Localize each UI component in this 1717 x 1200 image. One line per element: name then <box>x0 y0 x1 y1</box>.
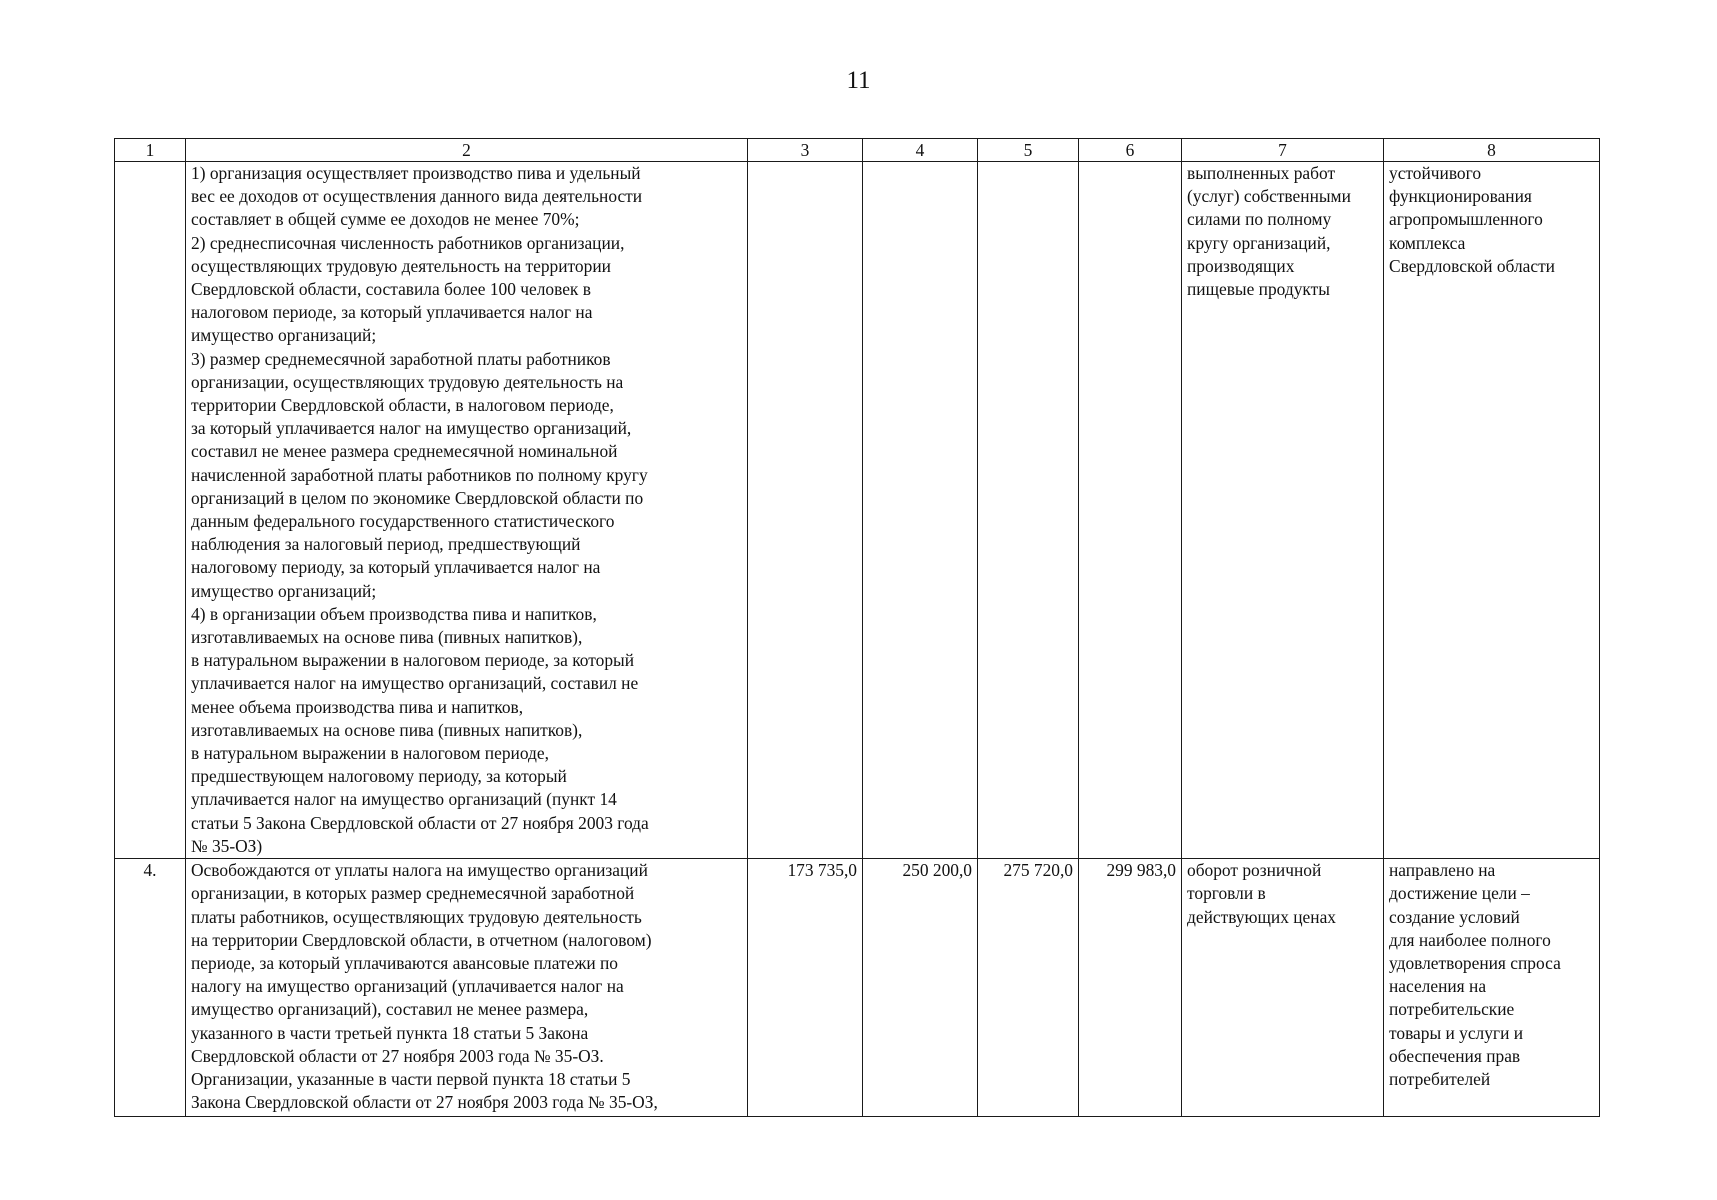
value-cell-col5 <box>978 162 1079 859</box>
benefit-description-cell: Освобождаются от уплаты налога на имущество организаций организации, в которых размер среднемесячной заработной платы работников, осуществляющих трудовую деятельность на территории Свердловской области, в отчетном (налоговом) периоде, за который уплачиваются авансовые платежи по налогу на имущество организаций (уплачивается налог на имущество организаций), составил не менее размера, указанного в части третьей пункта 18 статьи 5 Закона Свердловской области от 27 ноября 2003 года № 35-ОЗ. Организации, указанные в части первой пункта 18 статьи 5 Закона Свердловской области от 27 ноября 2003 года № 35-ОЗ, <box>186 859 748 1117</box>
page-number: 11 <box>846 67 871 94</box>
value-cell-col4: 250 200,0 <box>863 859 978 1117</box>
value-cell-col3 <box>748 162 863 859</box>
column-number-header-row <box>115 139 1600 162</box>
indicator-cell: выполненных работ (услуг) собственными силами по полному кругу организаций, производящих пищевые продукты <box>1182 162 1384 859</box>
column-header-5: 5 <box>978 139 1079 162</box>
benefit-description-cell: 1) организация осуществляет производство пива и удельный вес ее доходов от осуществления данного вида деятельности составляет в общей сумме ее доходов не менее 70%; 2) среднесписочная численность работников организации, осуществляющих трудовую деятельность на территории Свердловской области, составила более 100 человек в налоговом периоде, за который уплачивается налог на имущество организаций; 3) размер среднемесячной заработной платы работников организации, осуществляющих трудовую деятельность на территории Свердловской области, в налоговом периоде, за который уплачивается налог на имущество организаций, составил не менее размера среднемесячной номинальной начисленной заработной платы работников по полному кругу организаций в целом по экономике Свердловской области по данным федерального государственного статистического наблюдения за налоговый период, предшествующий налоговому периоду, за который уплачивается налог на имущество организаций; 4) в организации объем производства пива и напитков, изготавливаемых на основе пива (пивных напитков), в натуральном выражении в налоговом периоде, за который уплачивается налог на имущество организаций, составил не менее объема производства пива и напитков, изготавливаемых на основе пива (пивных напитков), в натуральном выражении в налоговом периоде, предшествующем налоговому периоду, за который уплачивается налог на имущество организаций (пункт 14 статьи 5 Закона Свердловской области от 27 ноября 2003 года № 35-ОЗ) <box>186 162 748 859</box>
column-header-2: 2 <box>186 139 748 162</box>
column-header-8: 8 <box>1384 139 1600 162</box>
goal-cell: направлено на достижение цели – создание условий для наиболее полного удовлетворения спроса населения на потребительские товары и услуги и обеспечения прав потребителей <box>1384 859 1600 1117</box>
goal-cell: устойчивого функционирования агропромышленного комплекса Свердловской области <box>1384 162 1600 859</box>
table-row-item-4 <box>115 859 1600 1117</box>
value-cell-col6 <box>1079 162 1182 859</box>
table-row-continued-item <box>115 162 1600 859</box>
benefits-table <box>114 138 1600 1117</box>
column-header-7: 7 <box>1182 139 1384 162</box>
column-header-4: 4 <box>863 139 978 162</box>
value-cell-col6: 299 983,0 <box>1079 859 1182 1117</box>
value-cell-col5: 275 720,0 <box>978 859 1079 1117</box>
column-header-6: 6 <box>1079 139 1182 162</box>
value-cell-col4 <box>863 162 978 859</box>
column-header-3: 3 <box>748 139 863 162</box>
row-index-cell <box>115 162 186 859</box>
row-index-cell: 4. <box>115 859 186 1117</box>
column-header-1: 1 <box>115 139 186 162</box>
indicator-cell: оборот розничной торговли в действующих ценах <box>1182 859 1384 1117</box>
value-cell-col3: 173 735,0 <box>748 859 863 1117</box>
